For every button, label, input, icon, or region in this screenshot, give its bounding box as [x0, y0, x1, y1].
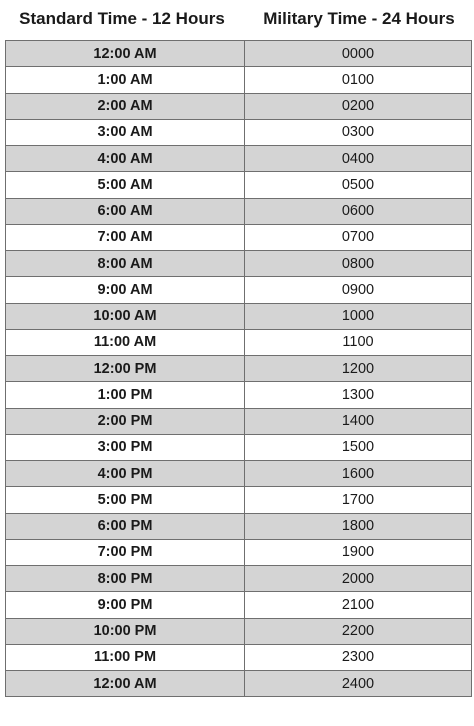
military-time-cell: 0200 — [245, 93, 472, 119]
military-time-header: Military Time - 24 Hours — [263, 9, 455, 28]
military-time-cell: 2300 — [245, 644, 472, 670]
table-row — [6, 487, 472, 513]
military-time-cell: 2400 — [245, 671, 472, 697]
standard-time-cell: 7:00 PM — [6, 539, 245, 565]
standard-time-cell: 11:00 PM — [6, 644, 245, 670]
time-conversion-table — [5, 40, 472, 697]
table-row — [6, 224, 472, 250]
table-row — [6, 539, 472, 565]
military-time-cell: 1300 — [245, 382, 472, 408]
standard-time-cell: 1:00 PM — [6, 382, 245, 408]
standard-time-cell: 9:00 AM — [6, 277, 245, 303]
table-row — [6, 277, 472, 303]
table-row — [6, 329, 472, 355]
standard-time-cell: 3:00 PM — [6, 434, 245, 460]
military-time-cell: 0800 — [245, 251, 472, 277]
table-row — [6, 671, 472, 697]
military-time-cell: 2000 — [245, 566, 472, 592]
standard-time-cell: 2:00 AM — [6, 93, 245, 119]
military-time-cell: 0500 — [245, 172, 472, 198]
standard-time-cell: 1:00 AM — [6, 67, 245, 93]
standard-time-cell: 6:00 PM — [6, 513, 245, 539]
military-time-cell: 1600 — [245, 461, 472, 487]
military-time-cell: 1500 — [245, 434, 472, 460]
table-row — [6, 592, 472, 618]
table-row — [6, 172, 472, 198]
military-time-cell: 0000 — [245, 41, 472, 67]
table-row — [6, 251, 472, 277]
table-row — [6, 41, 472, 67]
standard-time-cell: 10:00 PM — [6, 618, 245, 644]
standard-time-cell: 8:00 AM — [6, 251, 245, 277]
standard-time-cell: 9:00 PM — [6, 592, 245, 618]
table-row — [6, 434, 472, 460]
standard-time-cell: 5:00 AM — [6, 172, 245, 198]
table-body — [6, 41, 472, 697]
table-row — [6, 303, 472, 329]
military-time-cell: 1000 — [245, 303, 472, 329]
standard-time-cell: 4:00 AM — [6, 146, 245, 172]
table-row — [6, 198, 472, 224]
military-time-cell: 0700 — [245, 224, 472, 250]
table-row — [6, 644, 472, 670]
table-row — [6, 356, 472, 382]
table-header — [0, 0, 474, 38]
military-time-cell: 2200 — [245, 618, 472, 644]
standard-time-cell: 8:00 PM — [6, 566, 245, 592]
table-row — [6, 513, 472, 539]
military-time-cell: 0100 — [245, 67, 472, 93]
military-time-cell: 1700 — [245, 487, 472, 513]
table-row — [6, 382, 472, 408]
military-time-cell: 0600 — [245, 198, 472, 224]
standard-time-cell: 12:00 PM — [6, 356, 245, 382]
military-time-cell: 0400 — [245, 146, 472, 172]
table-row — [6, 566, 472, 592]
military-time-cell: 1200 — [245, 356, 472, 382]
table-row — [6, 67, 472, 93]
standard-time-cell: 10:00 AM — [6, 303, 245, 329]
military-time-cell: 1800 — [245, 513, 472, 539]
table-row — [6, 618, 472, 644]
standard-time-cell: 2:00 PM — [6, 408, 245, 434]
standard-time-cell: 12:00 AM — [6, 671, 245, 697]
standard-time-header: Standard Time - 12 Hours — [19, 9, 225, 28]
military-time-cell: 1400 — [245, 408, 472, 434]
table-row — [6, 93, 472, 119]
table-row — [6, 146, 472, 172]
standard-time-cell: 12:00 AM — [6, 41, 245, 67]
standard-time-cell: 3:00 AM — [6, 119, 245, 145]
standard-time-cell: 7:00 AM — [6, 224, 245, 250]
table-row — [6, 408, 472, 434]
standard-time-cell: 6:00 AM — [6, 198, 245, 224]
military-time-cell: 2100 — [245, 592, 472, 618]
military-time-cell: 0900 — [245, 277, 472, 303]
standard-time-cell: 11:00 AM — [6, 329, 245, 355]
military-time-cell: 0300 — [245, 119, 472, 145]
standard-time-cell: 5:00 PM — [6, 487, 245, 513]
standard-time-cell: 4:00 PM — [6, 461, 245, 487]
military-time-cell: 1900 — [245, 539, 472, 565]
table-row — [6, 461, 472, 487]
military-time-cell: 1100 — [245, 329, 472, 355]
table-row — [6, 119, 472, 145]
